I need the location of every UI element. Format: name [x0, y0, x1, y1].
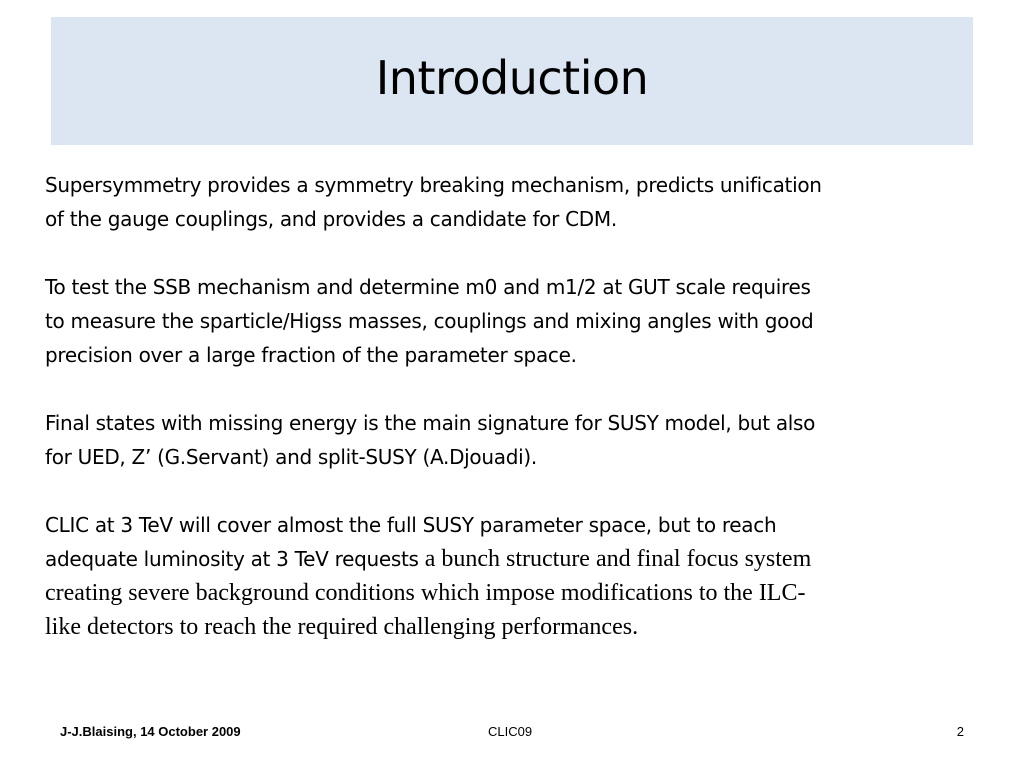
paragraph-clic: [45, 508, 975, 644]
paragraph-segment-sans: adequate luminosity at 3 TeV requests: [45, 547, 425, 571]
title-band: [51, 17, 973, 145]
paragraph-line: To test the SSB mechanism and determine m0 and m1/2 at GUT scale requires: [45, 275, 811, 299]
slide-body: [45, 168, 975, 678]
paragraph-line: of the gauge couplings, and provides a candidate for CDM.: [45, 207, 617, 231]
footer-author-date: J-J.Blaising, 14 October 2009: [60, 724, 241, 739]
slide-title: Introduction: [375, 51, 649, 105]
paragraph-line: for UED, Z’ (G.Servant) and split-SUSY (A.Djouadi).: [45, 445, 537, 469]
paragraph-line-mixed: [45, 542, 975, 576]
paragraph-line: like detectors to reach the required challenging performances.: [45, 614, 639, 640]
paragraph-line: Supersymmetry provides a symmetry breaking mechanism, predicts unification: [45, 173, 822, 197]
paragraph-segment-serif: a bunch structure and final focus system: [424, 546, 812, 572]
paragraph-supersymmetry: [45, 168, 975, 236]
footer-event: CLIC09: [488, 724, 533, 739]
paragraph-line: creating severe background conditions which impose modifications to the ILC-: [45, 580, 806, 606]
paragraph-line: precision over a large fraction of the parameter space.: [45, 343, 577, 367]
paragraph-line: CLIC at 3 TeV will cover almost the full SUSY parameter space, but to reach: [45, 513, 777, 537]
footer-page-number: 2: [956, 724, 964, 739]
paragraph-line: Final states with missing energy is the main signature for SUSY model, but also: [45, 411, 816, 435]
paragraph-line: to measure the sparticle/Higss masses, couplings and mixing angles with good: [45, 309, 814, 333]
paragraph-ssb-test: [45, 270, 975, 372]
paragraph-final-states: [45, 406, 975, 474]
